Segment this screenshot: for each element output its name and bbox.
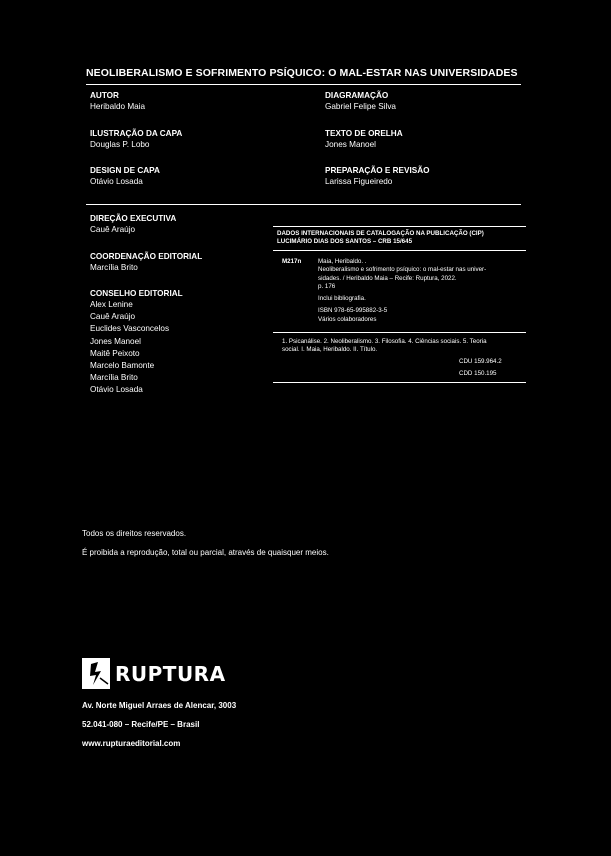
credit-ilustracao xyxy=(90,128,182,151)
credit-autor xyxy=(90,90,145,113)
credit-value: Otávio Losada xyxy=(90,177,143,186)
cip-rule-bottom xyxy=(273,382,526,383)
cip-line: Maia, Heribaldo. . xyxy=(318,258,367,265)
conselho-member: Marcelo Bamonte xyxy=(90,361,155,371)
credit-value: Larissa Figueiredo xyxy=(325,177,393,186)
ruptura-logo xyxy=(82,658,226,690)
credit-value: Jones Manoel xyxy=(325,140,376,149)
publisher-address-2: 52.041-080 – Recife/PE – Brasil xyxy=(82,720,200,729)
direcao-value: Cauê Araújo xyxy=(90,225,136,234)
direcao-label: DIREÇÃO EXECUTIVA xyxy=(90,214,177,223)
credit-label: TEXTO DE ORELHA xyxy=(325,129,403,138)
cip-subjects xyxy=(282,338,487,355)
cip-rule-top xyxy=(273,226,526,227)
credit-label: AUTOR xyxy=(90,91,119,100)
ruptura-logo-icon xyxy=(82,658,112,690)
credit-value: Gabriel Felipe Silva xyxy=(325,102,396,111)
conselho-member: Alex Lenine xyxy=(90,300,133,309)
cip-subjects-line-2: social. I. Maia, Heribaldo. II. Título. xyxy=(282,346,378,354)
credit-label: DESIGN DE CAPA xyxy=(90,166,160,175)
coordenacao-label: COORDENAÇÃO EDITORIAL xyxy=(90,252,203,261)
credit-label: DIAGRAMAÇÃO xyxy=(325,91,389,100)
credit-diagramacao xyxy=(325,90,396,113)
cip-header-line-2: LUCIMÁRIO DIAS DOS SANTOS – CRB 15/645 xyxy=(277,238,413,246)
publisher-address-1: Av. Norte Miguel Arraes de Alencar, 3003 xyxy=(82,701,237,710)
conselho-member: Cauê Araújo xyxy=(90,312,136,322)
cip-line: p. 176 xyxy=(318,282,336,290)
credits-rule xyxy=(86,204,521,205)
conselho-label: CONSELHO EDITORIAL xyxy=(90,289,183,298)
conselho-member: Maitê Peixoto xyxy=(90,348,140,358)
cip-line: sidades. / Heribaldo Maia – Recife: Ruptura, 2022. xyxy=(318,274,457,282)
conselho-member: Euclides Vasconcelos xyxy=(90,324,170,334)
coordenacao-value: Marcília Brito xyxy=(90,263,138,272)
cip-varios: Vários colaboradores xyxy=(318,315,377,323)
conselho-list xyxy=(90,299,169,397)
cip-cdu: CDU 159.964.2 xyxy=(459,358,502,365)
credit-preparacao xyxy=(325,165,429,188)
credit-design-capa xyxy=(90,165,160,188)
conselho-member: Otávio Losada xyxy=(90,385,143,395)
cip-code: M217n xyxy=(282,258,302,265)
cip-entry xyxy=(318,258,486,324)
cip-header-line-1: DADOS INTERNACIONAIS DE CATALOGAÇÃO NA PUBLICAÇÃO (CIP) xyxy=(277,230,484,237)
coordenacao-editorial xyxy=(90,251,202,274)
cip-header xyxy=(277,230,484,247)
publisher-website[interactable]: www.rupturaeditorial.com xyxy=(82,739,181,748)
title-rule xyxy=(86,84,521,85)
rights-notice: É proibida a reprodução, total ou parcial, através de quaisquer meios. xyxy=(82,548,329,557)
credit-label: PREPARAÇÃO E REVISÃO xyxy=(325,166,430,175)
rights-reserved: Todos os direitos reservados. xyxy=(82,529,187,538)
cip-line: Neoliberalismo e sofrimento psíquico: o mal-estar nas univer- xyxy=(318,266,487,274)
conselho-member: Marcília Brito xyxy=(90,373,138,383)
cip-biblio: Inclui bibliografia. xyxy=(318,295,366,303)
book-title: NEOLIBERALISMO E SOFRIMENTO PSÍQUICO: O MAL-ESTAR NAS UNIVERSIDADES xyxy=(86,67,518,79)
cip-subjects-line-1: 1. Psicanálise. 2. Neoliberalismo. 3. Filosofia. 4. Ciências sociais. 5. Teoria xyxy=(282,338,487,345)
credit-texto-orelha xyxy=(325,128,403,151)
cip-cdd: CDD 150.195 xyxy=(459,370,497,377)
direcao-executiva xyxy=(90,213,176,236)
cip-isbn: ISBN 978-65-995882-3-5 xyxy=(318,307,388,315)
credit-value: Heribaldo Maia xyxy=(90,102,146,111)
ruptura-logo-text: RUPTURA xyxy=(115,662,226,686)
cip-rule-header xyxy=(273,250,526,251)
credit-label: ILUSTRAÇÃO DA CAPA xyxy=(90,129,183,138)
cip-rule-mid xyxy=(273,332,526,333)
credit-value: Douglas P. Lobo xyxy=(90,140,150,149)
conselho-member: Jones Manoel xyxy=(90,336,141,346)
